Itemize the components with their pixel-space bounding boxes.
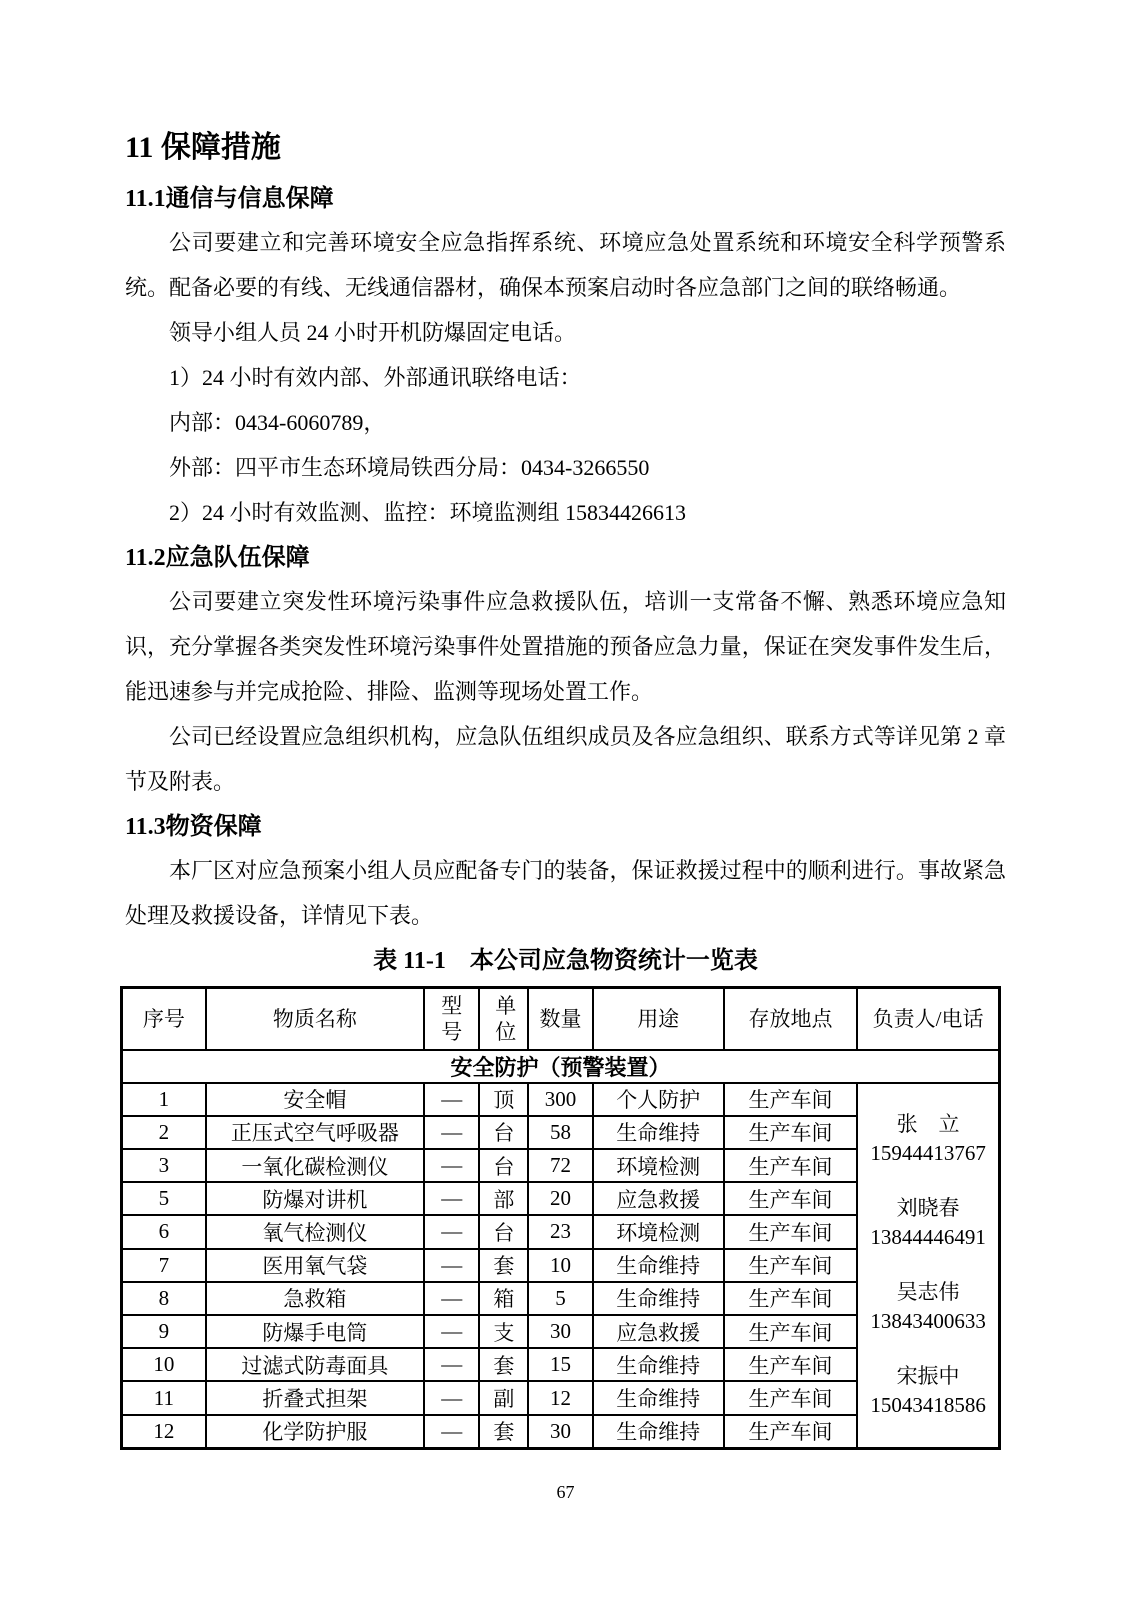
section-heading-11-1: 11.1通信与信息保障 — [125, 186, 334, 212]
cell-model: — — [424, 1415, 479, 1448]
cell-serial: 1 — [122, 1083, 206, 1116]
contact-list — [858, 1084, 998, 1447]
contact-entry — [858, 1194, 998, 1252]
cell-purpose: 生命维持 — [593, 1116, 724, 1149]
cell-model: — — [424, 1116, 479, 1149]
cell-storage: 生产车间 — [724, 1315, 857, 1348]
cell-storage: 生产车间 — [724, 1415, 857, 1448]
cell-storage: 生产车间 — [724, 1116, 857, 1149]
cell-storage: 生产车间 — [724, 1083, 857, 1116]
cell-model: — — [424, 1149, 479, 1182]
cell-purpose: 生命维持 — [593, 1249, 724, 1282]
contact-entry — [858, 1110, 998, 1168]
cell-material-name: 折叠式担架 — [206, 1381, 424, 1414]
cell-purpose: 环境检测 — [593, 1215, 724, 1248]
table-row — [122, 1083, 1000, 1116]
contact-name: 吴志伟 — [896, 1280, 960, 1305]
contact-phone: 15944413767 — [870, 1140, 986, 1165]
cell-serial: 11 — [122, 1381, 206, 1414]
contact-name: 张 立 — [896, 1111, 960, 1136]
cell-purpose: 个人防护 — [593, 1083, 724, 1116]
cell-storage: 生产车间 — [724, 1381, 857, 1414]
cell-quantity: 5 — [528, 1282, 592, 1315]
cell-material-name: 过滤式防毒面具 — [206, 1348, 424, 1381]
cell-serial: 2 — [122, 1116, 206, 1149]
cell-quantity: 30 — [528, 1415, 592, 1448]
cell-storage: 生产车间 — [724, 1249, 857, 1282]
page-content — [125, 0, 1006, 1450]
cell-storage: 生产车间 — [724, 1348, 857, 1381]
paragraph: 2）24 小时有效监测、监控：环境监测组 15834426613 — [169, 500, 687, 525]
cell-unit: 箱 — [479, 1282, 528, 1315]
chapter-heading: 11 保障措施 — [125, 131, 281, 164]
col-header-quantity: 数量 — [528, 988, 592, 1050]
col-header-responsible-phone: 负责人/电话 — [857, 988, 999, 1050]
cell-model: — — [424, 1282, 479, 1315]
cell-storage: 生产车间 — [724, 1149, 857, 1182]
cell-model: — — [424, 1381, 479, 1414]
cell-purpose: 生命维持 — [593, 1282, 724, 1315]
cell-quantity: 12 — [528, 1381, 592, 1414]
cell-material-name: 防爆对讲机 — [206, 1182, 424, 1215]
col-header-serial: 序号 — [122, 988, 206, 1050]
cell-storage: 生产车间 — [724, 1215, 857, 1248]
table-caption: 表 11-1 本公司应急物资统计一览表 — [373, 948, 758, 974]
cell-model: — — [424, 1249, 479, 1282]
cell-material-name: 急救箱 — [206, 1282, 424, 1315]
paragraph: 领导小组人员 24 小时开机防爆固定电话。 — [169, 320, 577, 345]
cell-serial: 9 — [122, 1315, 206, 1348]
contact-entry — [858, 1278, 998, 1336]
cell-quantity: 10 — [528, 1249, 592, 1282]
contacts-cell — [857, 1083, 999, 1449]
cell-unit: 套 — [479, 1348, 528, 1381]
cell-unit: 套 — [479, 1249, 528, 1282]
page-number: 67 — [556, 1482, 575, 1502]
cell-model: — — [424, 1215, 479, 1248]
cell-purpose: 生命维持 — [593, 1415, 724, 1448]
contact-phone: 15043418586 — [870, 1393, 986, 1418]
cell-unit: 顶 — [479, 1083, 528, 1116]
cell-serial: 5 — [122, 1182, 206, 1215]
contact-entry — [858, 1362, 998, 1420]
cell-serial: 6 — [122, 1215, 206, 1248]
cell-storage: 生产车间 — [724, 1182, 857, 1215]
cell-quantity: 15 — [528, 1348, 592, 1381]
cell-unit: 支 — [479, 1315, 528, 1348]
paragraph: 公司要建立和完善环境安全应急指挥系统、环境应急处置系统和环境安全科学预警系统。配备必要的有线、无线通信器材，确保本预案启动时各应急部门之间的联络畅通。 — [125, 230, 1006, 300]
cell-material-name: 防爆手电筒 — [206, 1315, 424, 1348]
cell-quantity: 23 — [528, 1215, 592, 1248]
cell-serial: 10 — [122, 1348, 206, 1381]
paragraph: 公司要建立突发性环境污染事件应急救援队伍，培训一支常备不懈、熟悉环境应急知识，充分掌握各类突发性环境污染事件处置措施的预备应急力量，保证在突发事件发生后，能迅速参与并完成抢险、排险、监测等现场处置工作。 — [125, 589, 1006, 704]
cell-serial: 12 — [122, 1415, 206, 1448]
cell-material-name: 医用氧气袋 — [206, 1249, 424, 1282]
section-heading-11-2: 11.2应急队伍保障 — [125, 545, 310, 571]
cell-quantity: 30 — [528, 1315, 592, 1348]
paragraph: 内部：0434-6060789， — [169, 410, 386, 435]
supplies-table — [120, 986, 1001, 1450]
group-header-row — [122, 1050, 1000, 1083]
cell-unit: 副 — [479, 1381, 528, 1414]
paragraph: 本厂区对应急预案小组人员应配备专门的装备，保证救援过程中的顺利进行。事故紧急处理及救援设备，详情见下表。 — [125, 858, 1006, 928]
contact-name: 宋振中 — [896, 1364, 960, 1389]
col-header-material-name: 物质名称 — [206, 988, 424, 1050]
col-header-purpose: 用途 — [593, 988, 724, 1050]
cell-quantity: 20 — [528, 1182, 592, 1215]
contact-phone: 13844446491 — [870, 1224, 986, 1249]
group-header: 安全防护（预警装置） — [122, 1050, 1000, 1083]
cell-unit: 台 — [479, 1215, 528, 1248]
cell-purpose: 应急救援 — [593, 1315, 724, 1348]
paragraph: 公司已经设置应急组织机构，应急队伍组织成员及各应急组织、联系方式等详见第 2 章节及附表。 — [125, 724, 1006, 794]
cell-serial: 8 — [122, 1282, 206, 1315]
section-heading-11-3: 11.3物资保障 — [125, 814, 262, 840]
cell-model: — — [424, 1348, 479, 1381]
cell-quantity: 72 — [528, 1149, 592, 1182]
cell-quantity: 58 — [528, 1116, 592, 1149]
contact-phone: 13843400633 — [870, 1309, 986, 1334]
cell-serial: 3 — [122, 1149, 206, 1182]
cell-material-name: 正压式空气呼吸器 — [206, 1116, 424, 1149]
paragraph: 外部：四平市生态环境局铁西分局：0434-3266550 — [169, 455, 650, 480]
cell-model: — — [424, 1182, 479, 1215]
cell-material-name: 氧气检测仪 — [206, 1215, 424, 1248]
cell-material-name: 安全帽 — [206, 1083, 424, 1116]
table-header-row — [122, 988, 1000, 1050]
cell-purpose: 应急救援 — [593, 1182, 724, 1215]
cell-unit: 套 — [479, 1415, 528, 1448]
cell-material-name: 化学防护服 — [206, 1415, 424, 1448]
cell-purpose: 环境检测 — [593, 1149, 724, 1182]
cell-serial: 7 — [122, 1249, 206, 1282]
col-header-model: 型号 — [424, 988, 479, 1050]
cell-unit: 台 — [479, 1116, 528, 1149]
cell-unit: 部 — [479, 1182, 528, 1215]
paragraph: 1）24 小时有效内部、外部通讯联络电话： — [169, 365, 582, 390]
cell-storage: 生产车间 — [724, 1282, 857, 1315]
cell-model: — — [424, 1083, 479, 1116]
cell-unit: 台 — [479, 1149, 528, 1182]
cell-material-name: 一氧化碳检测仪 — [206, 1149, 424, 1182]
cell-purpose: 生命维持 — [593, 1381, 724, 1414]
cell-purpose: 生命维持 — [593, 1348, 724, 1381]
cell-model: — — [424, 1315, 479, 1348]
cell-quantity: 300 — [528, 1083, 592, 1116]
col-header-unit: 单位 — [479, 988, 528, 1050]
col-header-storage-location: 存放地点 — [724, 988, 857, 1050]
contact-name: 刘晓春 — [896, 1195, 960, 1220]
